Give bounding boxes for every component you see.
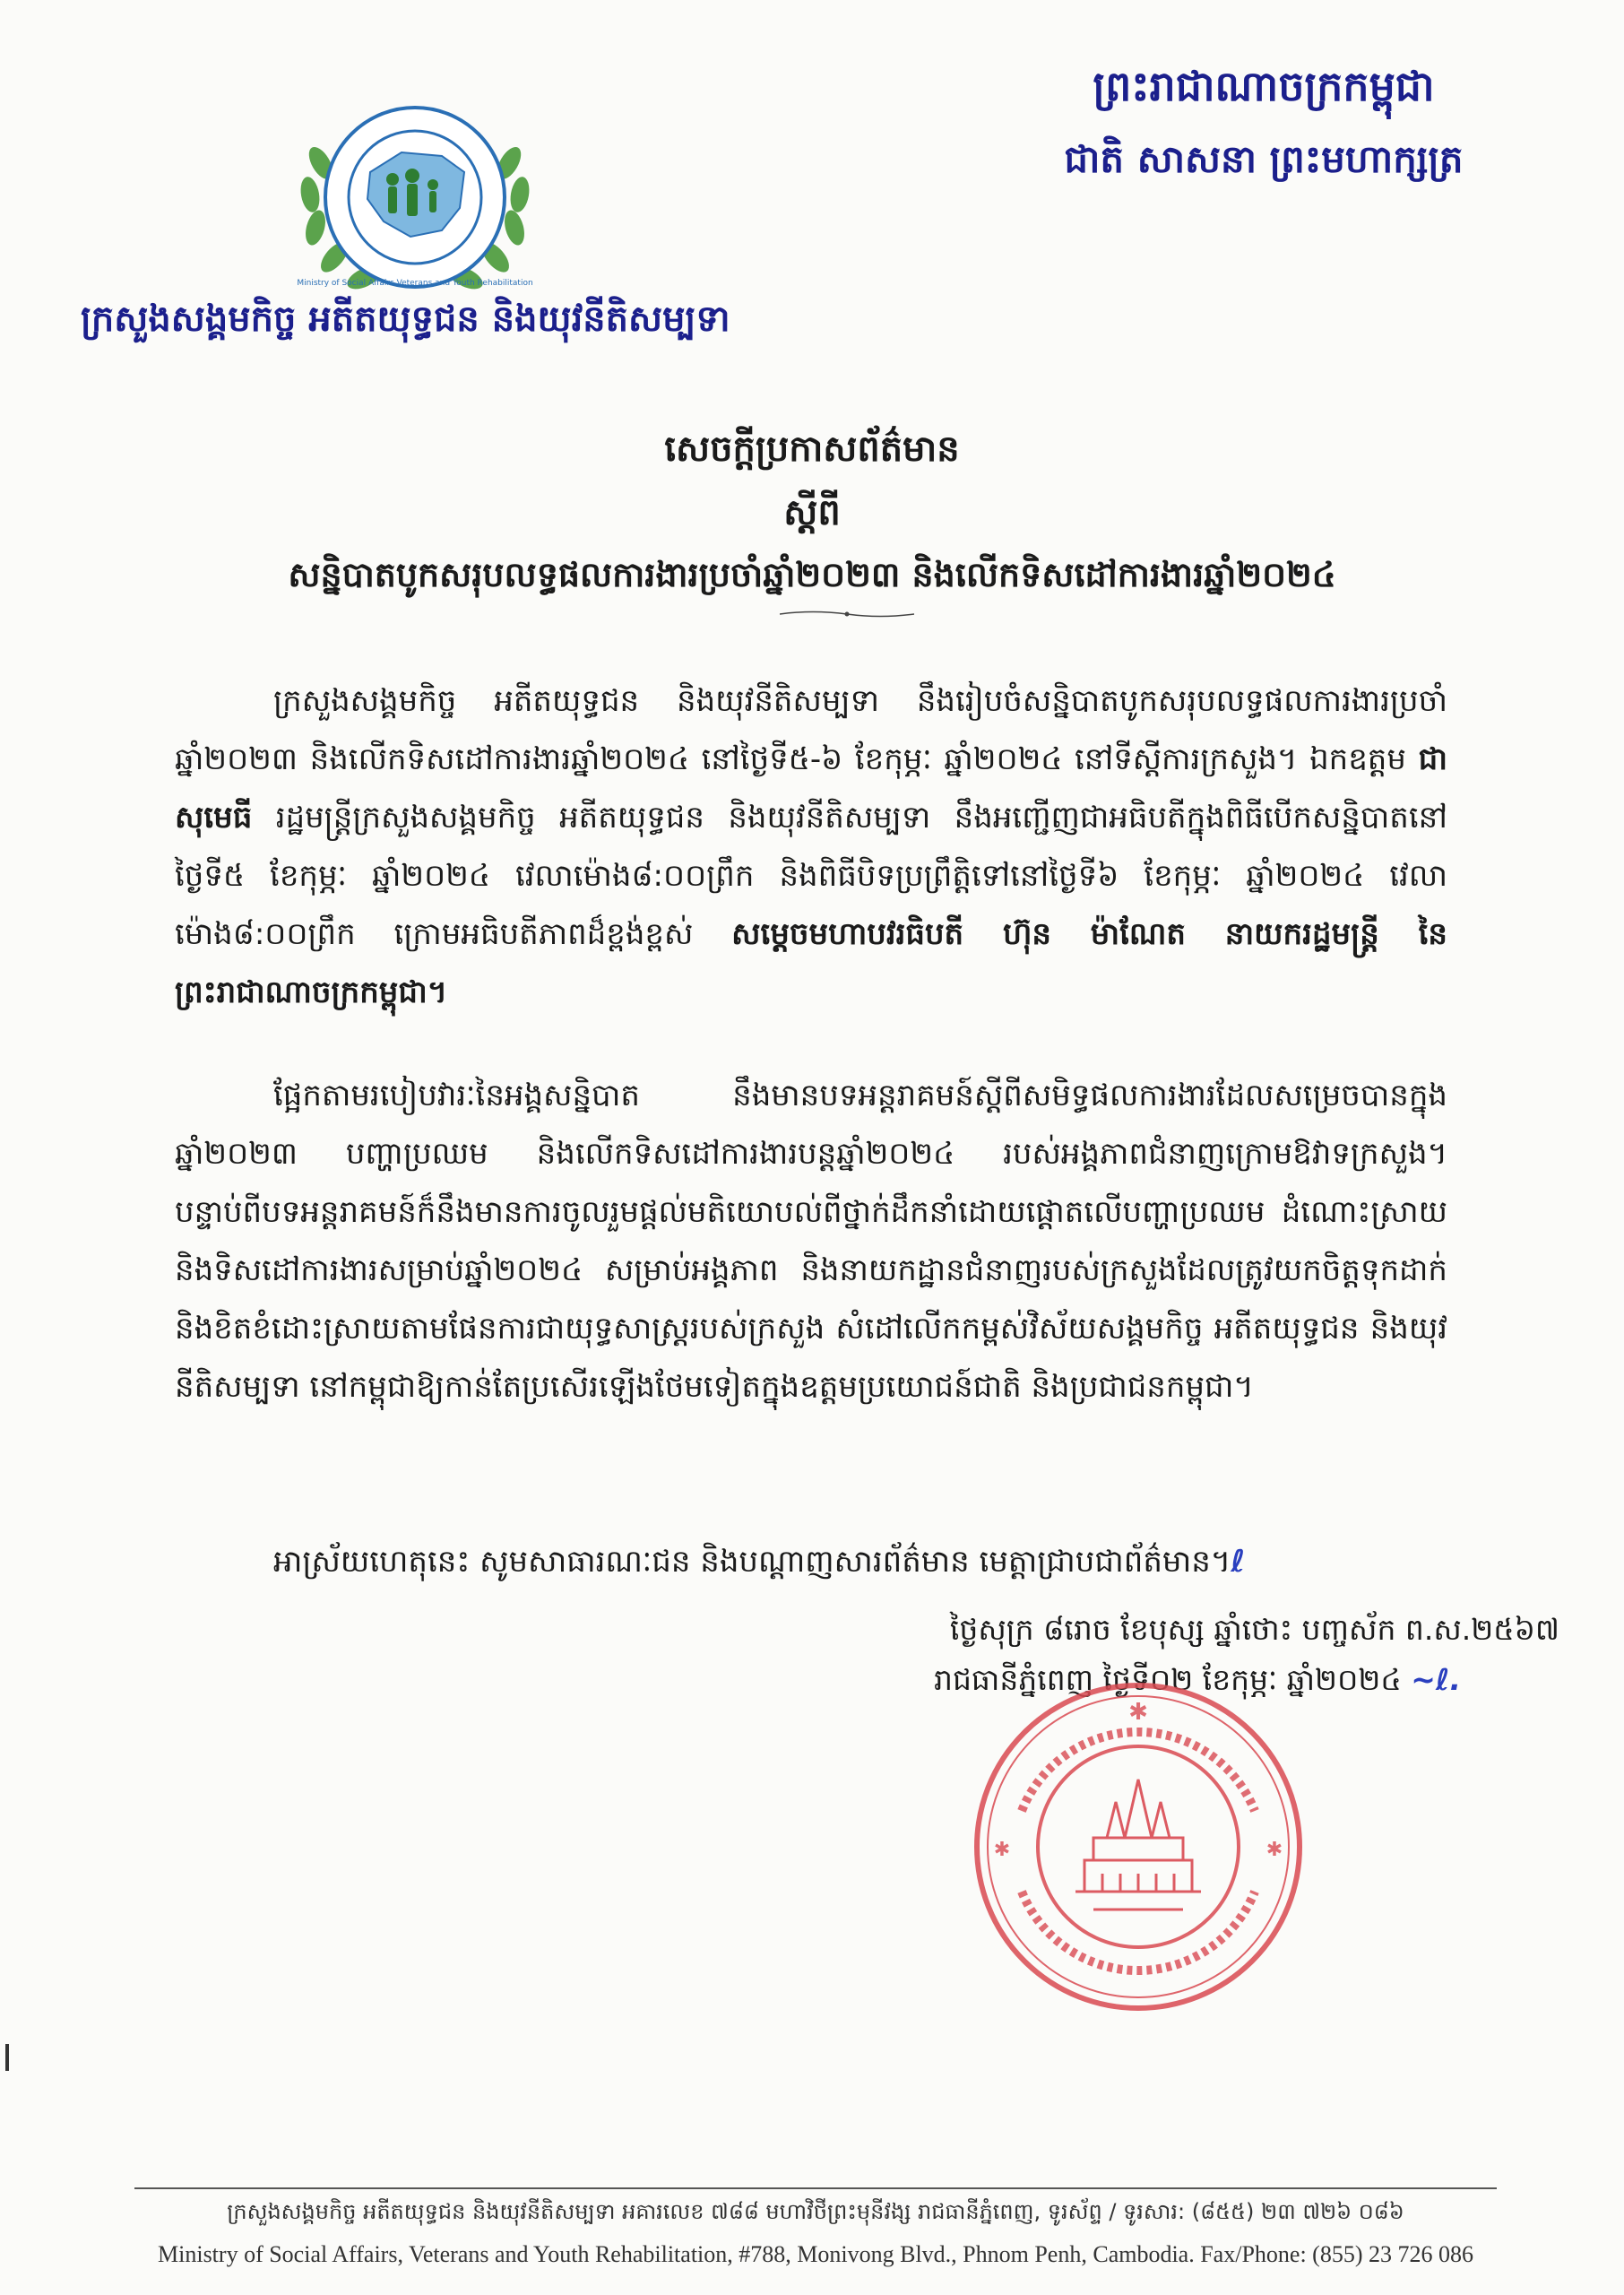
lunar-date: ថ្ងៃសុក្រ ៨រោច ខែបុស្ស ឆ្នាំថោះ បញ្ចស័ក ព.ស.២៥៦៧ [949,1612,1559,1647]
handwritten-date-mark: ~ℓ. [1411,1662,1461,1697]
kingdom-motto [1013,61,1515,191]
ministry-name: ក្រសួងសង្គមកិច្ច អតីតយុទ្ធជន និងយុវនីតិសម្បទា [81,299,730,340]
para1-text-b: ឯកឧត្តម [1309,741,1419,777]
handwritten-initial-mark: ℓ [1231,1544,1246,1580]
title-line-3: សន្និបាតបូកសរុបលទ្ធផលការងារប្រចាំឆ្នាំ២០២៣ និងលើកទិសដៅការងារឆ្នាំ២០២៤ [288,555,1336,594]
title-line-2: ស្តីពី [783,492,841,533]
para2-text: ផ្អែកតាមរបៀបវារៈនៃអង្គសន្និបាត នឹងមានបទអន្តរាគមន៍ស្តីពីសមិទ្ធផលការងារដែលសម្រេចបានក្នុងឆ្នាំ២០២៣ បញ្ហាប្រឈម និងលើកទិសដៅការងារបន្តឆ្នាំ២០២៤ របស់អង្គភាពជំនាញក្រោមឱវាទក្រសួង។ បន្ទាប់ពីបទអន្តរាគមន៍ក៏នឹងមានការចូលរួមផ្តល់មតិយោបល់ពីថ្នាក់ដឹកនាំដោយផ្តោតលើបញ្ហាប្រឈម ដំណោះស្រាយ និងទិសដៅការងារសម្រាប់ឆ្នាំ២០២៤ សម្រាប់អង្គភាព និងនាយកដ្ឋានជំនាញរបស់ក្រសួងដែលត្រូវយកចិត្តទុកដាក់ និងខិតខំដោះស្រាយតាមផែនការជាយុទ្ធសាស្ត្ររបស់ក្រសួង សំដៅលើកកម្ពស់វិស័យសង្គមកិច្ច អតីតយុទ្ធជន និងយុវនីតិសម្បទា នៅកម្ពុជាឱ្យកាន់តែប្រសើរឡើងថែមទៀតក្នុងឧត្តមប្រយោជន៍ជាតិ និងប្រជាជនកម្ពុជា។ [175,1078,1447,1405]
paragraph-1 [175,672,1447,1022]
para1-text-d: រដ្ឋមន្ត្រីក្រសួងសង្គមកិច្ច អតីតយុទ្ធជន និងយុវនីតិសម្បទា នឹងអញ្ជើញជាអធិបតីក្នុងពិធីបើកសន្និបាតនៅថ្ងៃទី៥ ខែកុម្ភៈ ឆ្នាំ២០២៤ វេលាម៉ោង៨:០០ព្រឹក និងពិធីបិទប្រព្រឹត្តិទៅនៅថ្ងៃទី៦ ខែកុម្ភៈ ឆ្នាំ២០២៤ វេលាម៉ោង៨:០០ព្រឹក ក្រោមអធិបតីភាពដ៏ខ្ពង់ខ្ពស់ [175,800,1447,952]
document-title [179,426,1445,603]
national-motto: ជាតិ សាសនា ព្រះមហាក្សត្រ [1064,137,1464,181]
scan-edge-mark [5,2044,9,2071]
svg-text:✱: ✱ [1266,1839,1283,1861]
svg-text:✱: ✱ [1128,1699,1148,1726]
footer-address-english: Ministry of Social Affairs, Veterans and Youth Rehabilitation, #788, Monivong Blvd., Phnom Penh, Cambodia. Fax/Phone: (855) 23 726 086 [158,2241,1473,2267]
title-line-1: សេចក្តីប្រកាសព័ត៌មាន [664,429,960,470]
para1-text-a: ក្រសួងសង្គមកិច្ច អតីតយុទ្ធជន និងយុវនីតិសម្បទា នឹងរៀបចំសន្និបាតបូកសរុបលទ្ធផលការងារប្រចាំឆ្នាំ២០២៣ និងលើកទិសដៅការងារឆ្នាំ២០២៤ នៅថ្ងៃទី៥-៦ ខែកុម្ភៈ ឆ្នាំ២០២៤ នៅទីស្តីការក្រសួង។ [175,683,1447,777]
minister-name: ជា សុមេធី [175,741,1448,836]
svg-text:✱: ✱ [993,1839,1011,1861]
official-seal-stamp [959,1667,1317,2026]
solar-date: រាជធានីភ្នំពេញ ថ្ងៃទី០២ ខែកុម្ភៈ ឆ្នាំ២០២៤ ~ℓ. [934,1662,1461,1697]
footer-divider [134,2187,1497,2189]
prime-minister-title: សម្តេចមហាបវរធិបតី ហ៊ុន ម៉ាណែត នាយករដ្ឋមន្ត្រី នៃព្រះរាជាណាចក្រកម្ពុជា។ [175,916,1447,1010]
paragraph-3 [175,1533,1447,1591]
ministry-logo [285,82,545,307]
kingdom-name: ព្រះរាជាណាចក្រកម្ពុជា [1093,62,1435,110]
para3-text: អាស្រ័យហេតុនេះ សូមសាធារណៈជន និងបណ្តាញសារព័ត៌មាន មេត្តាជ្រាបជាព័ត៌មាន។ [273,1544,1231,1580]
paragraph-2 [175,1067,1447,1416]
svg-text:Ministry of Social Affairs Vet: Ministry of Social Affairs Veterans and Youth Rehabilitation [297,279,533,288]
footer-address-khmer: ក្រសួងសង្គមកិច្ច អតីតយុទ្ធជន និងយុវនីតិសម្បទា អគារលេខ ៧៨៨ មហាវិថីព្រះមុនីវង្ស រាជធានីភ្នំពេញ, ទូរស័ព្ទ / ទូរសារ: (៨៥៥) ២៣ ៧២៦ ០៨៦ [227,2199,1404,2224]
title-divider-ornament [780,610,914,619]
